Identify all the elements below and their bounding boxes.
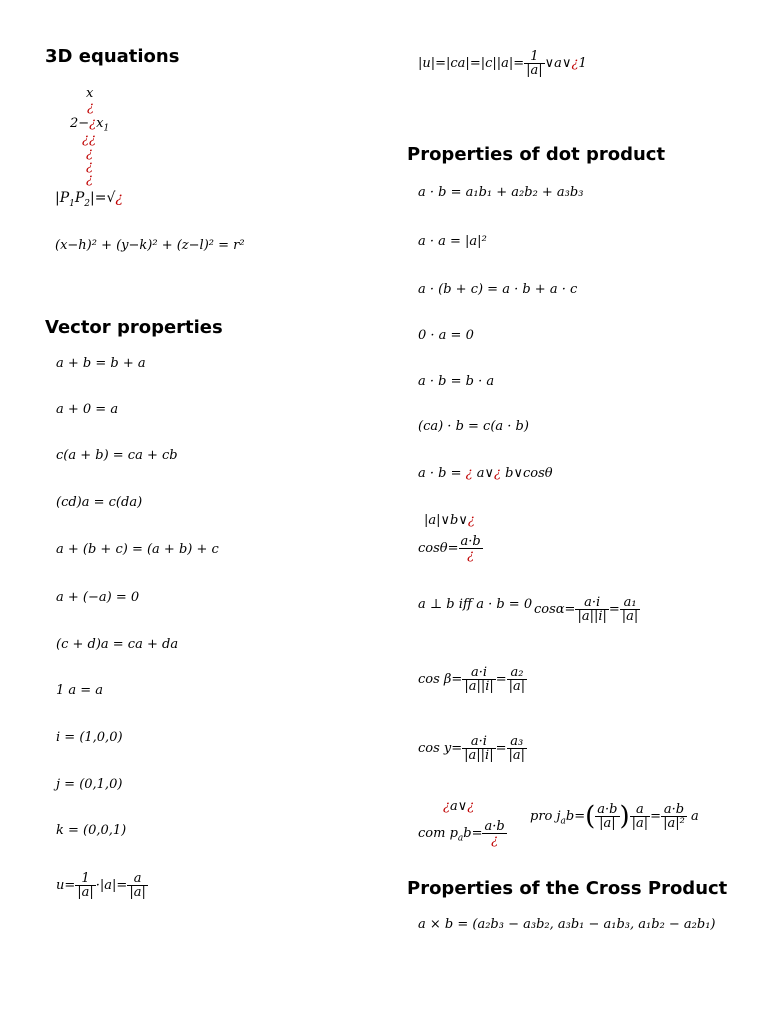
fraction	[75, 872, 96, 899]
vector-eq: c(a + b) = ca + cb	[56, 448, 178, 463]
fraction	[507, 666, 528, 693]
d7-part: b∨cosθ	[505, 466, 553, 481]
eq3d-sub: 1	[103, 123, 110, 134]
d8-part: |a|∨b∨	[424, 513, 468, 528]
unit-lhs: u=	[56, 878, 76, 893]
top-part: |u|=|ca|=|c||a|=	[418, 56, 525, 71]
vector-eq: (c + d)a = ca + da	[56, 637, 179, 652]
vector-eq: j = (0,1,0)	[56, 777, 123, 792]
frac-num: a·b	[460, 534, 481, 549]
frac-den: |a|	[129, 885, 146, 900]
frac-num: a	[127, 872, 148, 886]
frac-num: a₃	[507, 735, 528, 749]
comp-top-red: ¿	[467, 799, 475, 814]
frac-num: a·i	[462, 666, 495, 680]
eq3d-line-red: ¿¿	[82, 132, 96, 147]
frac-den: |a|	[77, 885, 94, 900]
dot-eq-norm	[424, 514, 475, 527]
cos-lhs: cosθ=	[418, 541, 459, 556]
d7-part: a∨	[476, 466, 495, 481]
dot-eq: a · a = |a|²	[418, 234, 487, 249]
frac-num: a·b	[661, 803, 687, 817]
frac-den: ¿	[491, 833, 499, 848]
d7-part-red: ¿	[494, 466, 502, 481]
fraction	[462, 666, 495, 693]
gamma-lhs: cos y=	[418, 741, 463, 756]
unit-mid: ·|a|=	[95, 878, 128, 893]
unit-vector-eq	[56, 872, 148, 899]
vector-eq: a + 0 = a	[56, 402, 119, 417]
vector-eq: 1 a = a	[56, 683, 104, 698]
frac-num: 1	[524, 50, 545, 64]
eq3d-line-x: x	[86, 86, 94, 101]
frac-den: |a|	[508, 748, 526, 763]
eq3d-line-red: ¿	[86, 172, 93, 187]
proj-sub: a	[560, 816, 566, 827]
top-part: ∨a∨	[544, 56, 572, 71]
fraction	[595, 803, 619, 830]
eq3d-line-red: ¿	[86, 159, 93, 174]
comp-mid: b=	[463, 826, 483, 841]
proj-eq: pro $j_ab=$( $\frac{a\cdot b}{|a|}$ ) $\frac{a}{|a|}$ = $\frac{a\cdot b}{\text{|a|²}}$ a	[530, 801, 699, 832]
frac-den: |a|	[599, 816, 616, 831]
heading-dot-product: Properties of dot product	[407, 144, 666, 165]
frac-den: |a||i|	[464, 679, 494, 694]
fraction	[482, 820, 506, 847]
eq3d-part-red: ¿	[89, 116, 97, 131]
fraction	[127, 872, 148, 899]
perp-eq: a ⊥ b iff a · b = 0	[418, 597, 533, 612]
dot-eq: a · (b + c) = a · b + a · c	[418, 282, 578, 297]
fraction	[620, 596, 641, 623]
frac-num: a₁	[620, 596, 641, 610]
comp-top-part: a∨	[449, 799, 468, 814]
d8-part-red: ¿	[467, 513, 475, 528]
eq-sphere: (x−h)² + (y−k)² + (z−l)² = r²	[55, 238, 245, 253]
proj-lhs: pro j	[530, 809, 561, 824]
eq3d-part: 2−	[70, 116, 90, 131]
dist-part: |P	[55, 190, 70, 206]
frac-den: |a||i|	[464, 748, 494, 763]
frac-num: a·i	[462, 735, 495, 749]
comp-sub: a	[457, 833, 464, 844]
fraction	[462, 735, 495, 762]
vector-eq: (cd)a = c(da)	[56, 495, 143, 510]
dot-eq: a · b = b · a	[418, 374, 495, 389]
eq-distance	[55, 191, 123, 209]
vector-eq: a + b = b + a	[56, 356, 146, 371]
beta-lhs: cos β=	[418, 672, 463, 687]
comp-eq	[418, 820, 507, 847]
heading-vector-properties: Vector properties	[45, 317, 223, 338]
vector-eq: a + (b + c) = (a + b) + c	[56, 542, 219, 557]
frac-num: a·b	[484, 819, 505, 834]
frac-num: a₂	[507, 666, 528, 680]
frac-den: |a|	[526, 63, 543, 78]
dot-eq-cos	[418, 467, 553, 480]
frac-num: a·i	[575, 596, 608, 610]
cos-alpha-eq: cosα= $\frac{a\cdot i}{|a||i|}$ = $\frac{\text{a₁}}{|a|}$	[534, 595, 639, 624]
fraction	[507, 735, 528, 762]
fraction	[575, 596, 608, 623]
comp-top-red: ¿	[443, 799, 450, 814]
proj-mid: b=	[565, 809, 586, 824]
eq3d-line-red: ¿	[86, 146, 93, 161]
frac-num: a·b	[597, 802, 618, 817]
fraction	[524, 50, 545, 77]
comp-lhs: com p	[418, 826, 458, 841]
heading-3d-equations: 3D equations	[45, 46, 180, 67]
fraction	[630, 803, 651, 830]
eq3d-line-red: ¿	[87, 100, 94, 115]
dist-sub: 1	[69, 198, 75, 209]
dist-part: P	[74, 190, 85, 206]
dot-eq: (ca) · b = c(a · b)	[418, 419, 529, 434]
dot-eq: 0 · a = 0	[418, 328, 474, 343]
dist-part-red: ¿	[115, 190, 123, 206]
heading-cross-product: Properties of the Cross Product	[407, 878, 728, 899]
d7-part: a · b =	[418, 466, 462, 481]
eq3d-part: x	[96, 116, 104, 131]
vector-eq: a + (−a) = 0	[56, 590, 140, 605]
frac-den: ¿	[467, 548, 475, 563]
alpha-lhs: cosα=	[534, 602, 576, 617]
top-part-red: ¿	[571, 56, 579, 71]
dist-sub: 2	[84, 198, 91, 209]
frac-den: |a|	[508, 679, 526, 694]
unit-length-eq	[418, 50, 587, 77]
frac-den: |a|	[631, 816, 649, 831]
frac-num: 1	[75, 872, 96, 886]
proj-eq-sign: =	[650, 809, 662, 824]
dist-part: |=√	[90, 190, 116, 206]
vector-eq: i = (1,0,0)	[56, 730, 123, 745]
cos-gamma-eq: cos y= $\frac{a\cdot i}{|a||i|}$ = $\frac{\text{a₃}}{|a|}$	[418, 734, 526, 763]
fraction	[661, 803, 687, 830]
frac-num: a	[630, 803, 651, 817]
fraction	[459, 535, 483, 562]
top-part: 1	[578, 56, 587, 71]
proj-tail: a	[690, 809, 699, 824]
dot-eq: a · b = a₁b₁ + a₂b₂ + a₃b₃	[418, 185, 584, 200]
frac-den: |a||i|	[577, 609, 607, 624]
vector-eq: k = (0,0,1)	[56, 823, 127, 838]
cross-eq: a × b = (a₂b₃ − a₃b₂, a₃b₁ − a₁b₃, a₁b₂ − a₂b₁)	[418, 917, 716, 932]
frac-den: |a|²	[663, 816, 685, 831]
d7-part-red: ¿	[465, 466, 473, 481]
cos-theta-eq	[418, 535, 483, 562]
cos-beta-eq: cos β= $\frac{a\cdot i}{|a||i|}$ = $\frac{\text{a₂}}{|a|}$	[418, 665, 526, 694]
comp-top-line	[443, 800, 474, 813]
frac-den: |a|	[621, 609, 639, 624]
